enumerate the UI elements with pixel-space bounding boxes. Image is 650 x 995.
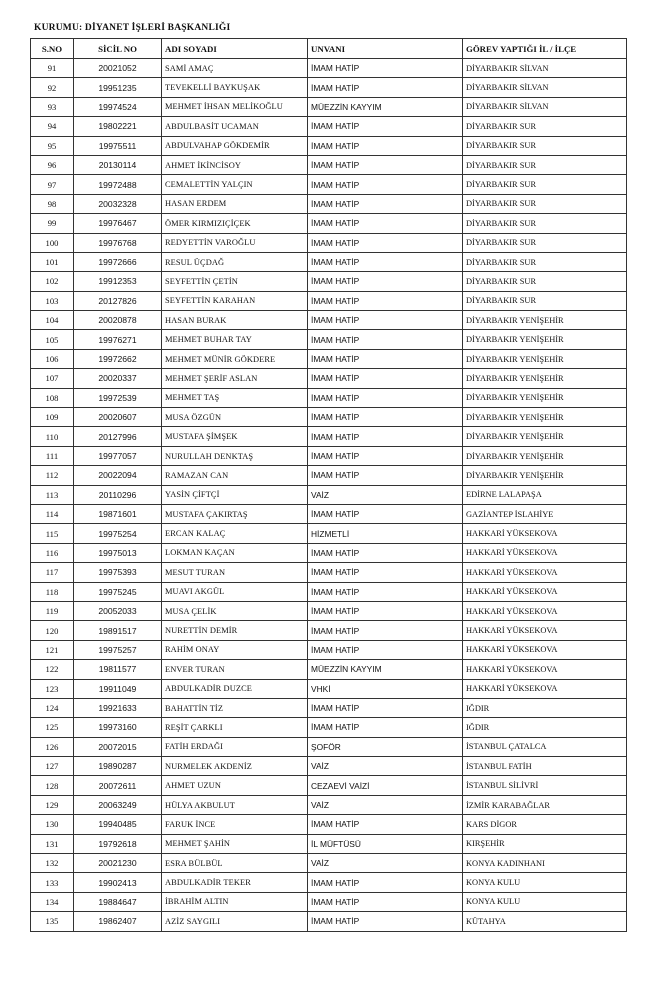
- table-row: [31, 155, 627, 174]
- header-sicil-no: SİCİL NO: [74, 39, 162, 59]
- cell-sno: 105: [31, 330, 74, 349]
- cell-adi-soyadi: TEVEKELLİ BAYKUŞAK: [162, 78, 308, 97]
- cell-unvani: İMAM HATİP: [308, 349, 463, 368]
- cell-sno: 124: [31, 698, 74, 717]
- cell-sno: 106: [31, 349, 74, 368]
- cell-sno: 113: [31, 485, 74, 504]
- cell-sno: 112: [31, 466, 74, 485]
- cell-sno: 125: [31, 718, 74, 737]
- table-row: [31, 737, 627, 756]
- table-row: [31, 311, 627, 330]
- cell-sicil-no: 20072015: [74, 737, 162, 756]
- table-row: [31, 757, 627, 776]
- table-row: [31, 892, 627, 911]
- cell-gorev-yeri: IĞDIR: [463, 698, 627, 717]
- table-row: [31, 621, 627, 640]
- cell-unvani: İMAM HATİP: [308, 563, 463, 582]
- table-row: [31, 563, 627, 582]
- cell-sno: 93: [31, 97, 74, 116]
- cell-sicil-no: 20022094: [74, 466, 162, 485]
- cell-adi-soyadi: MEHMET ŞAHİN: [162, 834, 308, 853]
- table-row: [31, 466, 627, 485]
- cell-unvani: VAİZ: [308, 485, 463, 504]
- cell-sicil-no: 19811577: [74, 660, 162, 679]
- cell-unvani: İMAM HATİP: [308, 214, 463, 233]
- cell-gorev-yeri: DİYARBAKIR SUR: [463, 155, 627, 174]
- cell-sno: 111: [31, 446, 74, 465]
- cell-unvani: İMAM HATİP: [308, 272, 463, 291]
- cell-adi-soyadi: RAHİM ONAY: [162, 640, 308, 659]
- cell-sno: 126: [31, 737, 74, 756]
- cell-adi-soyadi: NURMELEK AKDENİZ: [162, 757, 308, 776]
- cell-sno: 107: [31, 369, 74, 388]
- cell-unvani: VAİZ: [308, 795, 463, 814]
- cell-sicil-no: 19974524: [74, 97, 162, 116]
- cell-sno: 92: [31, 78, 74, 97]
- cell-sicil-no: 20063249: [74, 795, 162, 814]
- cell-gorev-yeri: DİYARBAKIR SİLVAN: [463, 78, 627, 97]
- cell-unvani: İMAM HATİP: [308, 136, 463, 155]
- table-row: [31, 912, 627, 931]
- table-row: [31, 97, 627, 116]
- cell-sicil-no: 19975013: [74, 543, 162, 562]
- cell-unvani: MÜEZZİN KAYYIM: [308, 660, 463, 679]
- cell-gorev-yeri: GAZİANTEP İSLAHİYE: [463, 504, 627, 523]
- cell-unvani: İMAM HATİP: [308, 621, 463, 640]
- cell-adi-soyadi: MEHMET TAŞ: [162, 388, 308, 407]
- cell-sno: 96: [31, 155, 74, 174]
- cell-sno: 129: [31, 795, 74, 814]
- cell-unvani: ŞOFÖR: [308, 737, 463, 756]
- cell-gorev-yeri: HAKKARİ YÜKSEKOVA: [463, 524, 627, 543]
- table-row: [31, 233, 627, 252]
- table-row: [31, 504, 627, 523]
- cell-sno: 114: [31, 504, 74, 523]
- cell-sno: 119: [31, 601, 74, 620]
- cell-sicil-no: 19975511: [74, 136, 162, 155]
- cell-adi-soyadi: ENVER TURAN: [162, 660, 308, 679]
- cell-sicil-no: 19972662: [74, 349, 162, 368]
- cell-sno: 109: [31, 408, 74, 427]
- cell-sicil-no: 19975254: [74, 524, 162, 543]
- cell-gorev-yeri: HAKKARİ YÜKSEKOVA: [463, 563, 627, 582]
- table-row: [31, 698, 627, 717]
- cell-sno: 115: [31, 524, 74, 543]
- table-row: [31, 660, 627, 679]
- cell-sicil-no: 20110296: [74, 485, 162, 504]
- cell-sicil-no: 19921633: [74, 698, 162, 717]
- cell-sicil-no: 20127826: [74, 291, 162, 310]
- cell-sno: 128: [31, 776, 74, 795]
- cell-gorev-yeri: IĞDIR: [463, 718, 627, 737]
- cell-sno: 133: [31, 873, 74, 892]
- header-unvani: UNVANI: [308, 39, 463, 59]
- cell-unvani: İMAM HATİP: [308, 388, 463, 407]
- cell-gorev-yeri: DİYARBAKIR SUR: [463, 272, 627, 291]
- cell-sicil-no: 20021230: [74, 854, 162, 873]
- cell-sicil-no: 20020337: [74, 369, 162, 388]
- cell-unvani: İMAM HATİP: [308, 892, 463, 911]
- cell-gorev-yeri: DİYARBAKIR SUR: [463, 136, 627, 155]
- cell-gorev-yeri: DİYARBAKIR SİLVAN: [463, 59, 627, 78]
- cell-sno: 118: [31, 582, 74, 601]
- cell-gorev-yeri: EDİRNE LALAPAŞA: [463, 485, 627, 504]
- table-row: [31, 252, 627, 271]
- cell-sno: 131: [31, 834, 74, 853]
- cell-gorev-yeri: DİYARBAKIR YENİŞEHİR: [463, 349, 627, 368]
- cell-sno: 100: [31, 233, 74, 252]
- cell-sicil-no: 19951235: [74, 78, 162, 97]
- cell-adi-soyadi: ÖMER KIRMIZIÇİÇEK: [162, 214, 308, 233]
- cell-unvani: İMAM HATİP: [308, 718, 463, 737]
- table-row: [31, 795, 627, 814]
- cell-adi-soyadi: ABDULKADİR TEKER: [162, 873, 308, 892]
- cell-unvani: İMAM HATİP: [308, 815, 463, 834]
- cell-adi-soyadi: RAMAZAN CAN: [162, 466, 308, 485]
- cell-unvani: İMAM HATİP: [308, 252, 463, 271]
- cell-adi-soyadi: MUSTAFA ŞİMŞEK: [162, 427, 308, 446]
- cell-sno: 97: [31, 175, 74, 194]
- cell-adi-soyadi: HÜLYA AKBULUT: [162, 795, 308, 814]
- table-row: [31, 601, 627, 620]
- header-sno: S.NO: [31, 39, 74, 59]
- cell-unvani: VAİZ: [308, 854, 463, 873]
- cell-sno: 132: [31, 854, 74, 873]
- cell-adi-soyadi: LOKMAN KAÇAN: [162, 543, 308, 562]
- cell-unvani: İMAM HATİP: [308, 582, 463, 601]
- cell-sno: 117: [31, 563, 74, 582]
- cell-adi-soyadi: İBRAHİM ALTIN: [162, 892, 308, 911]
- cell-adi-soyadi: FARUK İNCE: [162, 815, 308, 834]
- table-row: [31, 136, 627, 155]
- table-row: [31, 485, 627, 504]
- table-body: [31, 59, 627, 932]
- cell-adi-soyadi: AHMET İKİNCİSOY: [162, 155, 308, 174]
- cell-unvani: İMAM HATİP: [308, 601, 463, 620]
- table-row: [31, 679, 627, 698]
- cell-unvani: İMAM HATİP: [308, 446, 463, 465]
- table-row: [31, 582, 627, 601]
- cell-sicil-no: 19792618: [74, 834, 162, 853]
- cell-gorev-yeri: DİYARBAKIR SUR: [463, 175, 627, 194]
- cell-sno: 101: [31, 252, 74, 271]
- table-row: [31, 369, 627, 388]
- cell-gorev-yeri: DİYARBAKIR YENİŞEHİR: [463, 466, 627, 485]
- cell-sno: 102: [31, 272, 74, 291]
- cell-unvani: İMAM HATİP: [308, 912, 463, 931]
- table-row: [31, 175, 627, 194]
- cell-sicil-no: 19871601: [74, 504, 162, 523]
- cell-adi-soyadi: YASİN ÇİFTÇİ: [162, 485, 308, 504]
- cell-sicil-no: 19972488: [74, 175, 162, 194]
- cell-sno: 127: [31, 757, 74, 776]
- cell-sno: 134: [31, 892, 74, 911]
- cell-sicil-no: 19975393: [74, 563, 162, 582]
- table-row: [31, 272, 627, 291]
- table-row: [31, 214, 627, 233]
- table-row: [31, 78, 627, 97]
- cell-unvani: İMAM HATİP: [308, 369, 463, 388]
- cell-sicil-no: 19884647: [74, 892, 162, 911]
- cell-unvani: İMAM HATİP: [308, 117, 463, 136]
- cell-gorev-yeri: DİYARBAKIR SUR: [463, 214, 627, 233]
- cell-sicil-no: 19890287: [74, 757, 162, 776]
- table-row: [31, 854, 627, 873]
- cell-unvani: İMAM HATİP: [308, 504, 463, 523]
- table-row: [31, 388, 627, 407]
- cell-sicil-no: 19975257: [74, 640, 162, 659]
- cell-gorev-yeri: DİYARBAKIR YENİŞEHİR: [463, 330, 627, 349]
- cell-unvani: HİZMETLİ: [308, 524, 463, 543]
- cell-sicil-no: 19802221: [74, 117, 162, 136]
- cell-sicil-no: 20072611: [74, 776, 162, 795]
- cell-gorev-yeri: KÜTAHYA: [463, 912, 627, 931]
- table-row: [31, 330, 627, 349]
- cell-sicil-no: 19972539: [74, 388, 162, 407]
- cell-adi-soyadi: ABDULBASİT UCAMAN: [162, 117, 308, 136]
- cell-unvani: İMAM HATİP: [308, 543, 463, 562]
- cell-adi-soyadi: MUAVI AKGÜL: [162, 582, 308, 601]
- header-adi-soyadi: ADI SOYADI: [162, 39, 308, 59]
- table-row: [31, 815, 627, 834]
- table-row: [31, 408, 627, 427]
- table-row: [31, 718, 627, 737]
- cell-adi-soyadi: CEMALETTİN YALÇIN: [162, 175, 308, 194]
- cell-adi-soyadi: SAMİ AMAÇ: [162, 59, 308, 78]
- cell-unvani: İMAM HATİP: [308, 78, 463, 97]
- cell-gorev-yeri: KARS DİGOR: [463, 815, 627, 834]
- cell-adi-soyadi: NURULLAH DENKTAŞ: [162, 446, 308, 465]
- cell-gorev-yeri: KIRŞEHİR: [463, 834, 627, 853]
- cell-gorev-yeri: HAKKARİ YÜKSEKOVA: [463, 660, 627, 679]
- table-row: [31, 543, 627, 562]
- cell-sicil-no: 20021052: [74, 59, 162, 78]
- cell-adi-soyadi: AHMET UZUN: [162, 776, 308, 795]
- cell-sicil-no: 19976467: [74, 214, 162, 233]
- cell-gorev-yeri: HAKKARİ YÜKSEKOVA: [463, 601, 627, 620]
- cell-sicil-no: 19902413: [74, 873, 162, 892]
- table-row: [31, 640, 627, 659]
- cell-gorev-yeri: DİYARBAKIR YENİŞEHİR: [463, 446, 627, 465]
- cell-sno: 91: [31, 59, 74, 78]
- cell-gorev-yeri: DİYARBAKIR YENİŞEHİR: [463, 369, 627, 388]
- cell-unvani: İMAM HATİP: [308, 311, 463, 330]
- cell-gorev-yeri: DİYARBAKIR YENİŞEHİR: [463, 427, 627, 446]
- cell-gorev-yeri: DİYARBAKIR SİLVAN: [463, 97, 627, 116]
- cell-gorev-yeri: İSTANBUL SİLİVRİ: [463, 776, 627, 795]
- cell-sicil-no: 20130114: [74, 155, 162, 174]
- table-row: [31, 59, 627, 78]
- cell-gorev-yeri: HAKKARİ YÜKSEKOVA: [463, 582, 627, 601]
- cell-adi-soyadi: REŞİT ÇARKLI: [162, 718, 308, 737]
- cell-gorev-yeri: HAKKARİ YÜKSEKOVA: [463, 640, 627, 659]
- cell-gorev-yeri: HAKKARİ YÜKSEKOVA: [463, 621, 627, 640]
- cell-sno: 122: [31, 660, 74, 679]
- cell-adi-soyadi: ERCAN KALAÇ: [162, 524, 308, 543]
- personnel-table: [30, 38, 627, 932]
- cell-gorev-yeri: HAKKARİ YÜKSEKOVA: [463, 543, 627, 562]
- cell-unvani: İMAM HATİP: [308, 194, 463, 213]
- cell-sicil-no: 19972666: [74, 252, 162, 271]
- cell-unvani: İMAM HATİP: [308, 466, 463, 485]
- cell-adi-soyadi: FATİH ERDAĞI: [162, 737, 308, 756]
- cell-unvani: İMAM HATİP: [308, 408, 463, 427]
- cell-gorev-yeri: HAKKARİ YÜKSEKOVA: [463, 679, 627, 698]
- cell-sicil-no: 19976271: [74, 330, 162, 349]
- table-row: [31, 117, 627, 136]
- cell-adi-soyadi: ABDULKADİR DUZCE: [162, 679, 308, 698]
- cell-adi-soyadi: NURETTİN DEMİR: [162, 621, 308, 640]
- cell-unvani: İMAM HATİP: [308, 155, 463, 174]
- cell-adi-soyadi: SEYFETTİN ÇETİN: [162, 272, 308, 291]
- cell-sicil-no: 20032328: [74, 194, 162, 213]
- cell-adi-soyadi: MEHMET İHSAN MELİKOĞLU: [162, 97, 308, 116]
- cell-sno: 123: [31, 679, 74, 698]
- header-gorev-yeri: GÖREV YAPTIĞI İL / İLÇE: [463, 39, 627, 59]
- cell-sno: 135: [31, 912, 74, 931]
- cell-adi-soyadi: AZİZ SAYGILI: [162, 912, 308, 931]
- cell-sicil-no: 19862407: [74, 912, 162, 931]
- cell-gorev-yeri: KONYA KADINHANI: [463, 854, 627, 873]
- cell-sno: 99: [31, 214, 74, 233]
- cell-adi-soyadi: SEYFETTİN KARAHAN: [162, 291, 308, 310]
- cell-sno: 108: [31, 388, 74, 407]
- cell-sno: 94: [31, 117, 74, 136]
- cell-sicil-no: 20127996: [74, 427, 162, 446]
- table-row: [31, 349, 627, 368]
- cell-sno: 103: [31, 291, 74, 310]
- institution-title: KURUMU: DİYANET İŞLERİ BAŞKANLIĞI: [34, 23, 231, 33]
- cell-unvani: İMAM HATİP: [308, 873, 463, 892]
- cell-adi-soyadi: MEHMET ŞERİF ASLAN: [162, 369, 308, 388]
- cell-sicil-no: 19976768: [74, 233, 162, 252]
- table-row: [31, 834, 627, 853]
- cell-sno: 130: [31, 815, 74, 834]
- cell-unvani: VAİZ: [308, 757, 463, 776]
- cell-unvani: İMAM HATİP: [308, 291, 463, 310]
- cell-unvani: MÜEZZİN KAYYIM: [308, 97, 463, 116]
- cell-unvani: İMAM HATİP: [308, 640, 463, 659]
- cell-sno: 116: [31, 543, 74, 562]
- cell-gorev-yeri: KONYA KULU: [463, 892, 627, 911]
- cell-sicil-no: 19977057: [74, 446, 162, 465]
- cell-gorev-yeri: İZMİR KARABAĞLAR: [463, 795, 627, 814]
- cell-adi-soyadi: ABDULVAHAP GÖKDEMİR: [162, 136, 308, 155]
- cell-sno: 121: [31, 640, 74, 659]
- cell-adi-soyadi: RESUL ÜÇDAĞ: [162, 252, 308, 271]
- cell-gorev-yeri: KONYA KULU: [463, 873, 627, 892]
- cell-adi-soyadi: MESUT TURAN: [162, 563, 308, 582]
- cell-gorev-yeri: İSTANBUL FATİH: [463, 757, 627, 776]
- cell-unvani: İMAM HATİP: [308, 175, 463, 194]
- cell-unvani: VHKİ: [308, 679, 463, 698]
- cell-adi-soyadi: MEHMET MÜNİR GÖKDERE: [162, 349, 308, 368]
- cell-adi-soyadi: HASAN ERDEM: [162, 194, 308, 213]
- cell-unvani: İMAM HATİP: [308, 698, 463, 717]
- table-row: [31, 446, 627, 465]
- cell-unvani: CEZAEVİ VAİZİ: [308, 776, 463, 795]
- cell-gorev-yeri: DİYARBAKIR YENİŞEHİR: [463, 388, 627, 407]
- cell-sicil-no: 19911049: [74, 679, 162, 698]
- cell-adi-soyadi: MUSA ÖZGÜN: [162, 408, 308, 427]
- cell-unvani: İMAM HATİP: [308, 233, 463, 252]
- cell-gorev-yeri: DİYARBAKIR YENİŞEHİR: [463, 408, 627, 427]
- cell-gorev-yeri: DİYARBAKIR SUR: [463, 233, 627, 252]
- cell-sicil-no: 19975245: [74, 582, 162, 601]
- cell-unvani: İL MÜFTÜSÜ: [308, 834, 463, 853]
- cell-unvani: İMAM HATİP: [308, 330, 463, 349]
- cell-sno: 95: [31, 136, 74, 155]
- cell-sicil-no: 19940485: [74, 815, 162, 834]
- table-header-row: [31, 39, 627, 59]
- table-row: [31, 776, 627, 795]
- table-row: [31, 194, 627, 213]
- cell-sicil-no: 20020607: [74, 408, 162, 427]
- cell-adi-soyadi: MUSA ÇELİK: [162, 601, 308, 620]
- cell-sicil-no: 19973160: [74, 718, 162, 737]
- cell-gorev-yeri: DİYARBAKIR SUR: [463, 194, 627, 213]
- cell-sno: 104: [31, 311, 74, 330]
- cell-sicil-no: 20052033: [74, 601, 162, 620]
- table-row: [31, 291, 627, 310]
- cell-unvani: İMAM HATİP: [308, 427, 463, 446]
- cell-gorev-yeri: DİYARBAKIR SUR: [463, 117, 627, 136]
- cell-adi-soyadi: ESRA BÜLBÜL: [162, 854, 308, 873]
- table-row: [31, 873, 627, 892]
- cell-gorev-yeri: DİYARBAKIR SUR: [463, 291, 627, 310]
- cell-sicil-no: 19891517: [74, 621, 162, 640]
- cell-adi-soyadi: MEHMET BUHAR TAY: [162, 330, 308, 349]
- cell-gorev-yeri: DİYARBAKIR YENİŞEHİR: [463, 311, 627, 330]
- cell-gorev-yeri: DİYARBAKIR SUR: [463, 252, 627, 271]
- cell-sno: 120: [31, 621, 74, 640]
- cell-sicil-no: 19912353: [74, 272, 162, 291]
- table-row: [31, 524, 627, 543]
- cell-adi-soyadi: REDYETTİN VAROĞLU: [162, 233, 308, 252]
- cell-adi-soyadi: MUSTAFA ÇAKIRTAŞ: [162, 504, 308, 523]
- cell-unvani: İMAM HATİP: [308, 59, 463, 78]
- cell-adi-soyadi: BAHATTİN TİZ: [162, 698, 308, 717]
- cell-sicil-no: 20020878: [74, 311, 162, 330]
- cell-adi-soyadi: HASAN BURAK: [162, 311, 308, 330]
- table-row: [31, 427, 627, 446]
- cell-sno: 110: [31, 427, 74, 446]
- cell-gorev-yeri: İSTANBUL ÇATALCA: [463, 737, 627, 756]
- cell-sno: 98: [31, 194, 74, 213]
